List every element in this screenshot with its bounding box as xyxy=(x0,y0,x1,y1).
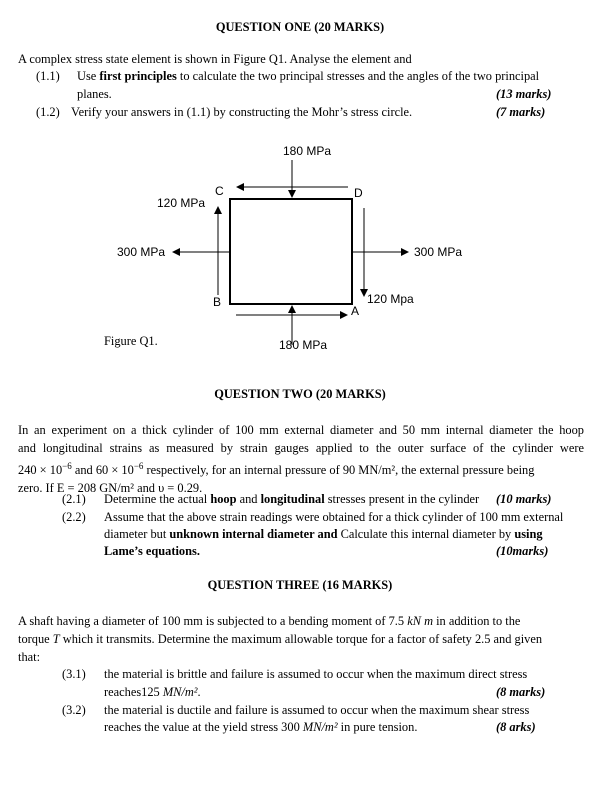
q2-heading: QUESTION TWO (20 MARKS) xyxy=(214,387,386,401)
q1-part2-text: Verify your answers in (1.1) by constructing the Mohr’s stress circle. xyxy=(71,105,413,119)
q2-part2-num: (2.2) xyxy=(62,510,86,524)
q3-part1-marks: (8 marks) xyxy=(496,685,546,699)
q3-part1-num: (3.1) xyxy=(62,667,86,681)
corner-b-label: B xyxy=(213,295,222,309)
figure-caption: Figure Q1. xyxy=(104,334,158,348)
corner-d-label: D xyxy=(354,186,363,200)
q1-part2-marks: (7 marks) xyxy=(496,105,546,119)
top-load-label: 180 MPa xyxy=(283,144,332,158)
q2-part1-num: (2.1) xyxy=(62,492,86,506)
q1-part2-num: (1.2) xyxy=(36,105,60,119)
bottom-load-label: 180 MPa xyxy=(279,338,328,352)
q3-heading: QUESTION THREE (16 MARKS) xyxy=(207,578,393,592)
q1-part1-num: (1.1) xyxy=(36,69,60,83)
shear-right-label: 120 Mpa xyxy=(367,292,414,306)
q3-part2-line2: reaches the value at the yield stress 300 MN/m² in pure tension. xyxy=(104,720,418,734)
q3-paragraph xyxy=(18,612,584,666)
q1-heading: QUESTION ONE (20 MARKS) xyxy=(215,20,385,34)
q2-part2-line1: Assume that the above strain readings were obtained for a thick cylinder of 100 mm external xyxy=(104,510,564,524)
q3-part2-line1: the material is ductile and failure is assumed to occur when the maximum shear stress xyxy=(104,703,530,717)
q2-part2-line3: Lame’s equations. xyxy=(104,544,200,558)
q1-part1-text-cont: planes. xyxy=(77,87,112,101)
q2-para-line3: $240 \times 10^{-6}$ and $60 \times 10^{-6}$ respectively, for an internal pressure of 90 MN/m², the external pressure being xyxy=(18,461,535,478)
q3-para-line1: A shaft having a diameter of 100 mm is subjected to a bending moment of 7.5 kN m in addition to the xyxy=(18,614,521,628)
q2-part2-line2: diameter but unknown internal diameter and Calculate this internal diameter by using xyxy=(104,527,543,541)
q2-part1-marks: (10 marks) xyxy=(496,492,552,506)
q1-intro: A complex stress state element is shown in Figure Q1. Analyse the element and xyxy=(18,52,412,66)
q1-part1-text: Use first principles to calculate the two principal stresses and the angles of the two principal xyxy=(77,69,540,83)
q3-part2-num: (3.2) xyxy=(62,703,86,717)
q2-part2-marks: (10marks) xyxy=(496,544,549,558)
q3-part1-line1: the material is brittle and failure is assumed to occur when the maximum direct stress xyxy=(104,667,528,681)
q3-part2-marks: (8 arks) xyxy=(496,720,536,734)
q2-part1-text: Determine the actual hoop and longitudinal stresses present in the cylinder xyxy=(104,492,480,506)
stress-element-figure xyxy=(0,130,615,360)
corner-c-label: C xyxy=(215,184,224,198)
q2-para-line2: and longitudinal strains as measured by strain gauges applied to the outer surface of the cylinder were xyxy=(18,441,584,455)
shear-left-label: 120 MPa xyxy=(157,196,206,210)
stress-element-square xyxy=(230,199,352,304)
right-load-label: 300 MPa xyxy=(414,245,463,259)
corner-a-label: A xyxy=(351,304,360,318)
q3-para-line2: torque T which it transmits. Determine the maximum allowable torque for a factor of safety 2.5 and given xyxy=(18,632,543,646)
q3-para-line3: that: xyxy=(18,650,41,664)
left-load-label: 300 MPa xyxy=(117,245,166,259)
q1-part1-marks: (13 marks) xyxy=(496,87,552,101)
q3-part1-line2: reaches125 MN/m². xyxy=(104,685,201,699)
q2-para-line4: zero. If E = 208 GN/m² and υ = 0.29. xyxy=(18,481,203,496)
q2-paragraph xyxy=(18,421,584,497)
q2-para-line1: In an experiment on a thick cylinder of 100 mm external diameter and 50 mm internal diameter the hoop xyxy=(18,423,584,437)
